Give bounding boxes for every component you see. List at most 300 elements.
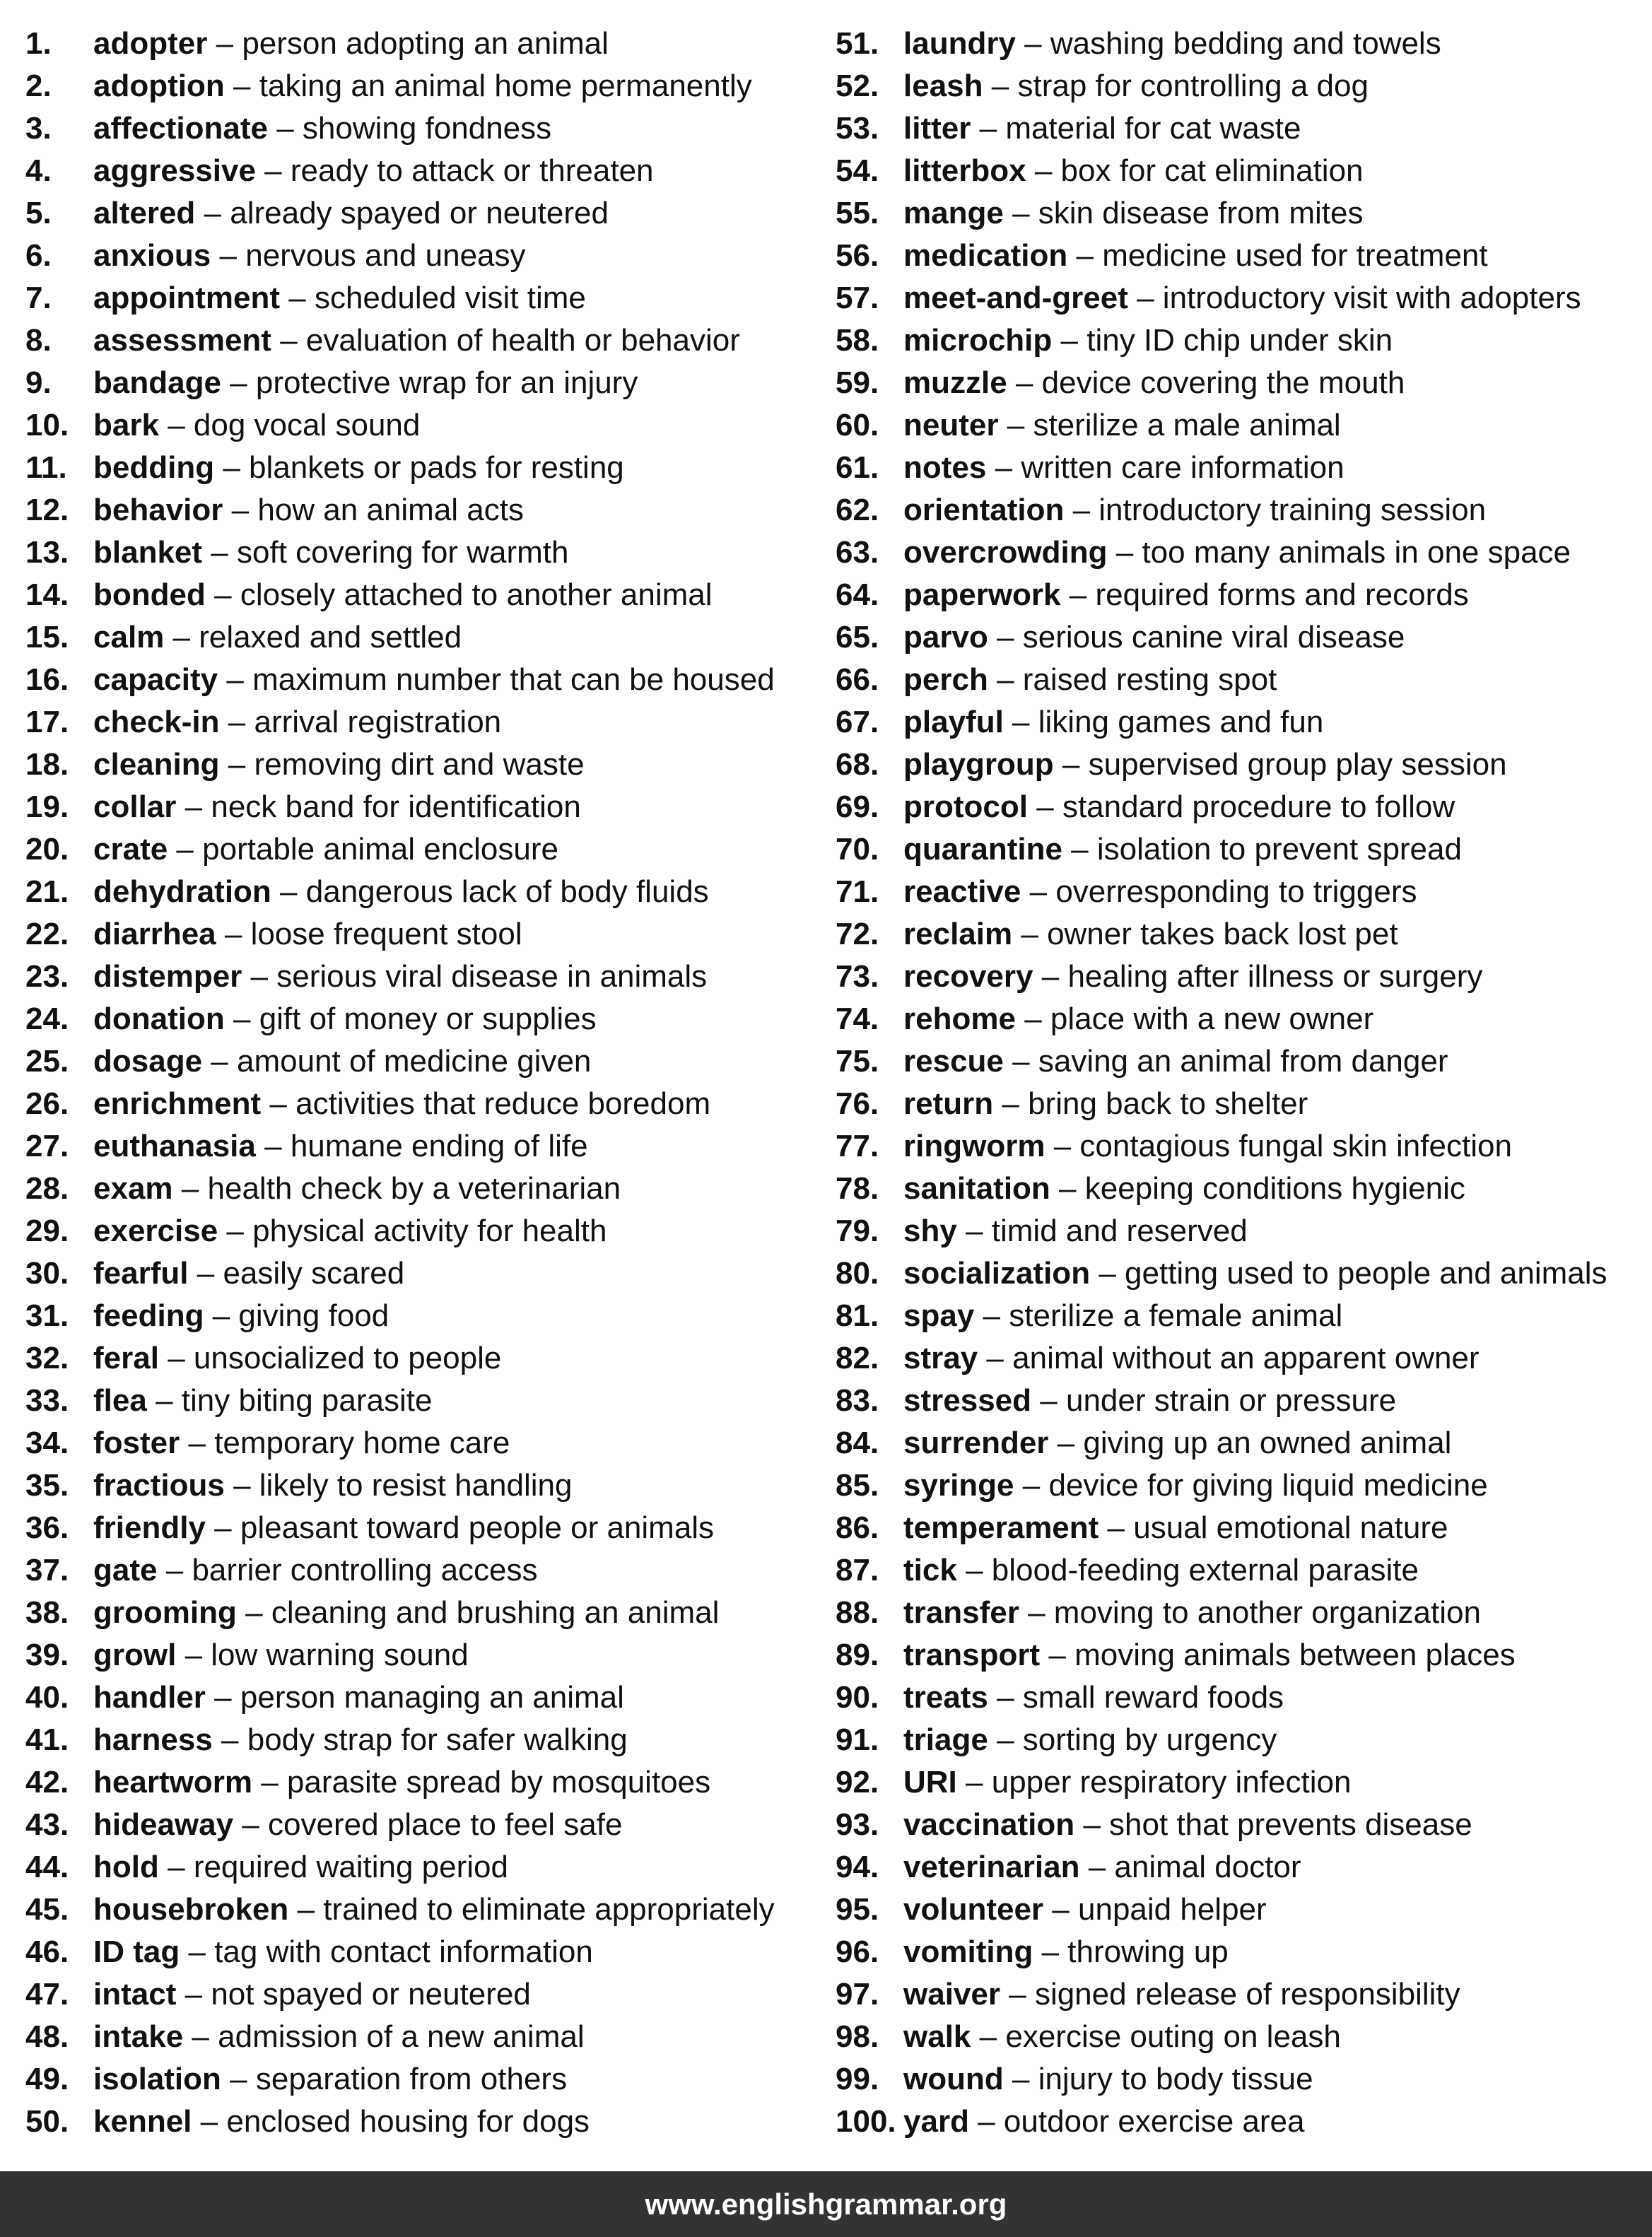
vocab-entry [836, 2016, 1648, 2058]
entry-number: 41. [25, 1722, 69, 1757]
entry-number: 80. [836, 1256, 879, 1291]
vocab-entry [25, 2101, 824, 2143]
vocab-entry [25, 192, 824, 235]
entry-number: 14. [25, 577, 69, 612]
entry-separator: – [245, 1595, 263, 1630]
entry-term: altered [93, 196, 196, 230]
vocab-entry [836, 1973, 1648, 2016]
vocab-entry [836, 23, 1648, 65]
vocab-entry [25, 913, 824, 956]
entry-definition: strap for controlling a dog [1017, 69, 1369, 103]
entry-number: 44. [25, 1850, 69, 1884]
entry-separator: – [1021, 917, 1038, 951]
entry-separator: – [991, 69, 1009, 103]
entry-definition: outdoor exercise area [1003, 2104, 1305, 2139]
vocab-entry [836, 277, 1648, 319]
entry-separator: – [1012, 705, 1030, 739]
entry-number: 25. [25, 1044, 69, 1079]
entry-term: friendly [93, 1510, 206, 1545]
entry-separator: – [184, 1638, 203, 1672]
entry-term: leash [903, 69, 983, 103]
entry-definition: how an animal acts [257, 493, 524, 527]
vocab-entry [836, 362, 1648, 404]
entry-number: 49. [25, 2062, 69, 2096]
vocab-entry [25, 786, 824, 828]
entry-definition: required forms and records [1095, 577, 1469, 612]
entry-definition: blankets or pads for resting [249, 450, 624, 485]
entry-number: 88. [836, 1595, 879, 1630]
entry-number: 59. [836, 365, 879, 400]
entry-number: 18. [25, 747, 69, 782]
entry-number: 77. [836, 1129, 879, 1163]
entry-separator: – [1062, 747, 1080, 782]
entry-separator: – [1069, 577, 1087, 612]
entry-separator: – [1012, 1044, 1030, 1079]
footer-url[interactable]: www.englishgrammar.org [645, 2187, 1007, 2221]
vocab-entry [25, 956, 824, 998]
entry-definition: likely to resist handling [259, 1468, 573, 1503]
entry-term: transport [903, 1638, 1041, 1672]
entry-definition: low warning sound [211, 1638, 469, 1672]
entry-term: syringe [903, 1468, 1014, 1503]
entry-number: 30. [25, 1256, 69, 1291]
entry-definition: giving up an owned animal [1083, 1426, 1452, 1460]
entry-term: return [903, 1086, 994, 1121]
entry-number: 28. [25, 1171, 69, 1206]
entry-separator: – [1083, 1807, 1101, 1842]
entry-separator: – [1015, 365, 1033, 400]
vocab-entry [836, 913, 1648, 956]
entry-number: 83. [836, 1383, 879, 1418]
entry-definition: raised resting spot [1022, 662, 1277, 697]
entry-term: microchip [903, 323, 1053, 358]
entry-separator: – [264, 153, 282, 188]
vocab-entry [836, 998, 1648, 1040]
vocab-entry [836, 2101, 1648, 2143]
entry-term: muzzle [903, 365, 1007, 400]
entry-number: 17. [25, 705, 69, 739]
entry-number: 69. [836, 789, 879, 824]
entry-definition: exercise outing on leash [1005, 2019, 1341, 2054]
entry-number: 6. [25, 238, 52, 273]
entry-number: 2. [25, 69, 52, 103]
entry-term: appointment [93, 281, 280, 315]
entry-number: 19. [25, 789, 69, 824]
entry-separator: – [233, 1002, 251, 1036]
entry-number: 70. [836, 832, 879, 867]
vocab-entry [836, 1677, 1648, 1719]
entry-term: protocol [903, 789, 1028, 824]
vocab-entry [25, 2016, 824, 2058]
entry-term: perch [903, 662, 988, 697]
entry-term: litter [903, 111, 971, 146]
entry-definition: parasite spread by mosquitoes [286, 1765, 711, 1799]
entry-definition: easily scared [223, 1256, 405, 1291]
entry-separator: – [269, 1086, 287, 1121]
vocab-entry [836, 532, 1648, 574]
entry-definition: person managing an animal [240, 1680, 624, 1715]
entry-separator: – [983, 1298, 1001, 1333]
entry-number: 79. [836, 1214, 879, 1248]
entry-definition: not spayed or neutered [211, 1977, 531, 2012]
entry-term: grooming [93, 1595, 237, 1630]
entry-number: 85. [836, 1468, 879, 1503]
entry-number: 20. [25, 832, 69, 867]
entry-definition: usual emotional nature [1133, 1510, 1448, 1545]
entry-definition: health check by a veterinarian [207, 1171, 621, 1206]
entry-separator: – [176, 832, 194, 867]
entry-definition: dangerous lack of body fluids [305, 874, 709, 909]
vocab-entry [836, 1252, 1648, 1295]
entry-separator: – [219, 238, 237, 273]
entry-number: 24. [25, 1002, 69, 1036]
vocab-entry [836, 701, 1648, 744]
entry-term: vaccination [903, 1807, 1075, 1842]
entry-term: veterinarian [903, 1850, 1080, 1884]
entry-term: diarrhea [93, 917, 216, 951]
entry-number: 50. [25, 2104, 69, 2139]
entry-number: 78. [836, 1171, 879, 1206]
vocab-entry [25, 701, 824, 744]
entry-term: mange [903, 196, 1004, 230]
vocab-entry [836, 1761, 1648, 1804]
vocab-entry [25, 277, 824, 319]
vocab-entry [836, 1337, 1648, 1380]
vocab-entry [836, 1592, 1648, 1634]
entry-separator: – [1041, 959, 1060, 994]
entry-definition: introductory training session [1099, 493, 1487, 527]
entry-separator: – [230, 365, 247, 400]
entry-term: gate [93, 1553, 158, 1587]
entry-separator: – [230, 2062, 247, 2096]
entry-definition: loose frequent stool [250, 917, 522, 951]
vocab-entry [25, 871, 824, 913]
vocab-entry [25, 362, 824, 404]
entry-separator: – [1009, 1977, 1026, 2012]
entry-separator: – [184, 789, 203, 824]
entry-number: 76. [836, 1086, 879, 1121]
entry-separator: – [1088, 1850, 1106, 1884]
entry-term: enrichment [93, 1086, 262, 1121]
entry-term: harness [93, 1722, 213, 1757]
entry-separator: – [1028, 1595, 1045, 1630]
entry-number: 96. [836, 1934, 879, 1969]
entry-separator: – [168, 1850, 185, 1884]
footer-bar [0, 2171, 1652, 2237]
vocab-entry [836, 616, 1648, 659]
entry-number: 64. [836, 577, 879, 612]
entry-separator: – [297, 1892, 315, 1927]
entry-definition: unsocialized to people [193, 1341, 502, 1375]
entry-number: 75. [836, 1044, 879, 1079]
entry-number: 23. [25, 959, 69, 994]
vocab-entry [25, 1507, 824, 1549]
vocab-entry [836, 2058, 1648, 2101]
entry-number: 15. [25, 620, 69, 654]
entry-term: waiver [903, 1977, 1000, 2012]
entry-number: 67. [836, 705, 879, 739]
entry-separator: – [1029, 874, 1048, 909]
vocab-entry [25, 1677, 824, 1719]
vocab-entry [836, 1846, 1648, 1889]
entry-number: 74. [836, 1002, 879, 1036]
entry-term: calm [93, 620, 165, 654]
entry-definition: covered place to feel safe [268, 1807, 623, 1842]
entry-number: 100. [836, 2104, 896, 2139]
entry-separator: – [1071, 832, 1089, 867]
vocab-entry [25, 1083, 824, 1125]
entry-number: 43. [25, 1807, 69, 1842]
entry-number: 84. [836, 1426, 879, 1460]
entry-number: 52. [836, 69, 879, 103]
vocab-entry [25, 1804, 824, 1846]
entry-term: bandage [93, 365, 221, 400]
entry-definition: trained to eliminate appropriately [323, 1892, 775, 1927]
entry-number: 13. [25, 535, 69, 570]
entry-definition: humane ending of life [290, 1129, 588, 1163]
entry-definition: tiny ID chip under skin [1086, 323, 1393, 358]
entry-term: housebroken [93, 1892, 289, 1927]
entry-definition: getting used to people and animals [1125, 1256, 1607, 1291]
entry-term: litterbox [903, 153, 1026, 188]
entry-definition: box for cat elimination [1060, 153, 1364, 188]
entry-separator: – [1057, 1426, 1075, 1460]
vocab-entry [25, 1549, 824, 1592]
vocab-entry [25, 404, 824, 447]
entry-separator: – [1024, 26, 1042, 61]
entry-definition: device covering the mouth [1041, 365, 1405, 400]
entry-number: 48. [25, 2019, 69, 2054]
vocab-entry [836, 447, 1648, 489]
vocab-entry [836, 1125, 1648, 1168]
entry-separator: – [165, 1553, 184, 1587]
entry-number: 46. [25, 1934, 69, 1969]
entry-number: 72. [836, 917, 879, 951]
entry-definition: animal doctor [1114, 1850, 1301, 1884]
entry-number: 92. [836, 1765, 879, 1799]
entry-separator: – [966, 1765, 983, 1799]
entry-separator: – [1052, 1892, 1070, 1927]
vocab-entry [25, 1634, 824, 1677]
entry-definition: washing bedding and towels [1050, 26, 1441, 61]
entry-separator: – [192, 2019, 209, 2054]
entry-number: 97. [836, 1977, 879, 2012]
vocab-entry [25, 1337, 824, 1380]
entry-number: 55. [836, 196, 879, 230]
entry-separator: – [1041, 1934, 1060, 1969]
vocab-entry [25, 744, 824, 786]
entry-separator: – [168, 408, 185, 442]
entry-definition: pleasant toward people or animals [240, 1510, 715, 1545]
entry-term: neuter [903, 408, 999, 442]
entry-separator: – [231, 493, 250, 527]
entry-definition: cleaning and brushing an animal [271, 1595, 720, 1630]
entry-number: 7. [25, 281, 52, 315]
entry-term: intact [93, 1977, 177, 2012]
vocab-entry [836, 1719, 1648, 1761]
entry-term: distemper [93, 959, 242, 994]
right-column [836, 23, 1648, 2143]
entry-number: 90. [836, 1680, 879, 1715]
entry-separator: – [228, 705, 246, 739]
entry-separator: – [214, 1680, 232, 1715]
entry-number: 31. [25, 1298, 69, 1333]
entry-separator: – [1040, 1383, 1058, 1418]
entry-number: 60. [836, 408, 879, 442]
vocab-entry [836, 1210, 1648, 1252]
left-column [25, 23, 824, 2143]
vocab-entry [25, 1168, 824, 1210]
entry-term: hold [93, 1850, 159, 1884]
entry-separator: – [211, 535, 228, 570]
entry-term: paperwork [903, 577, 1061, 612]
entry-definition: taking an animal home permanently [259, 69, 752, 103]
entry-separator: – [1107, 1510, 1125, 1545]
entry-separator: – [995, 450, 1013, 485]
entry-term: notes [903, 450, 987, 485]
entry-separator: – [966, 1553, 983, 1587]
entry-term: collar [93, 789, 177, 824]
entry-separator: – [211, 1044, 228, 1079]
entry-term: anxious [93, 238, 211, 273]
entry-definition: body strap for safer walking [247, 1722, 628, 1757]
entry-separator: – [280, 323, 298, 358]
entry-number: 87. [836, 1553, 879, 1587]
vocab-entry [25, 1210, 824, 1252]
entry-separator: – [264, 1129, 282, 1163]
entry-term: quarantine [903, 832, 1062, 867]
entry-definition: evaluation of health or behavior [305, 323, 740, 358]
vocab-entry [25, 1252, 824, 1295]
entry-term: orientation [903, 493, 1065, 527]
entry-term: ringworm [903, 1129, 1045, 1163]
entry-separator: – [228, 747, 246, 782]
entry-number: 37. [25, 1553, 69, 1587]
entry-definition: overresponding to triggers [1055, 874, 1417, 909]
entry-term: playful [903, 705, 1004, 739]
vocab-entry [836, 871, 1648, 913]
entry-definition: neck band for identification [211, 789, 581, 824]
vocab-entry [25, 1931, 824, 1973]
vocab-entry [836, 192, 1648, 235]
vocab-entry [25, 1040, 824, 1083]
entry-term: handler [93, 1680, 206, 1715]
entry-term: laundry [903, 26, 1016, 61]
vocab-entry [836, 1549, 1648, 1592]
entry-separator: – [1076, 238, 1094, 273]
entry-term: volunteer [903, 1892, 1044, 1927]
entry-definition: written care information [1021, 450, 1345, 485]
entry-number: 66. [836, 662, 879, 697]
vocab-entry [836, 744, 1648, 786]
vocab-entry [836, 1168, 1648, 1210]
entry-number: 26. [25, 1086, 69, 1121]
entry-number: 57. [836, 281, 879, 315]
entry-number: 16. [25, 662, 69, 697]
entry-term: bedding [93, 450, 215, 485]
entry-term: tick [903, 1553, 957, 1587]
vocab-entry [25, 659, 824, 701]
entry-term: check-in [93, 705, 220, 739]
entry-separator: – [188, 1934, 206, 1969]
entry-term: aggressive [93, 153, 256, 188]
entry-number: 82. [836, 1341, 879, 1375]
entry-definition: healing after illness or surgery [1067, 959, 1483, 994]
entry-number: 8. [25, 323, 52, 358]
vocab-entry [836, 1422, 1648, 1464]
entry-term: reclaim [903, 917, 1013, 951]
vocab-entry [25, 447, 824, 489]
entry-separator: – [966, 1214, 983, 1248]
entry-number: 38. [25, 1595, 69, 1630]
entry-separator: – [1012, 2062, 1030, 2096]
entry-number: 81. [836, 1298, 879, 1333]
entry-definition: tag with contact information [214, 1934, 593, 1969]
vocab-entry [836, 319, 1648, 362]
entry-separator: – [226, 1214, 244, 1248]
entry-number: 11. [25, 450, 67, 485]
entry-number: 3. [25, 111, 52, 146]
entry-definition: serious canine viral disease [1022, 620, 1405, 654]
entry-number: 63. [836, 535, 879, 570]
entry-definition: upper respiratory infection [991, 1765, 1352, 1799]
entry-term: sanitation [903, 1171, 1050, 1206]
vocab-entry [25, 235, 824, 277]
entry-separator: – [986, 1341, 1004, 1375]
entry-definition: tiny biting parasite [181, 1383, 433, 1418]
entry-term: growl [93, 1638, 177, 1672]
vocab-entry [836, 828, 1648, 871]
entry-term: yard [903, 2104, 969, 2139]
entry-term: capacity [93, 662, 218, 697]
vocab-entry [25, 1422, 824, 1464]
entry-term: feeding [93, 1298, 204, 1333]
entry-definition: arrival registration [254, 705, 502, 739]
entry-term: socialization [903, 1256, 1091, 1291]
entry-separator: – [1099, 1256, 1116, 1291]
entry-number: 94. [836, 1850, 879, 1884]
entry-separator: – [233, 1468, 251, 1503]
entry-separator: – [1007, 408, 1025, 442]
vocab-entry [25, 1380, 824, 1422]
entry-term: playgroup [903, 747, 1054, 782]
entry-term: URI [903, 1765, 957, 1799]
entry-separator: – [214, 577, 232, 612]
vocab-entry [836, 1804, 1648, 1846]
entry-term: spay [903, 1298, 975, 1333]
vocab-entry [836, 235, 1648, 277]
vocab-entry [836, 786, 1648, 828]
entry-definition: separation from others [255, 2062, 568, 2096]
entry-separator: – [181, 1171, 199, 1206]
vocab-entry [25, 574, 824, 616]
vocab-entry [836, 1083, 1648, 1125]
entry-number: 54. [836, 153, 879, 188]
entry-definition: place with a new owner [1050, 1002, 1374, 1036]
entry-definition: required waiting period [193, 1850, 508, 1884]
entry-separator: – [242, 1807, 259, 1842]
entry-number: 34. [25, 1426, 69, 1460]
entry-term: shy [903, 1214, 957, 1248]
vocab-entry [836, 956, 1648, 998]
entry-definition: barrier controlling access [192, 1553, 538, 1587]
entry-number: 32. [25, 1341, 69, 1375]
entry-separator: – [223, 450, 240, 485]
entry-definition: scheduled visit time [314, 281, 586, 315]
entry-definition: relaxed and settled [199, 620, 462, 654]
entry-number: 91. [836, 1722, 879, 1757]
entry-number: 89. [836, 1638, 879, 1672]
